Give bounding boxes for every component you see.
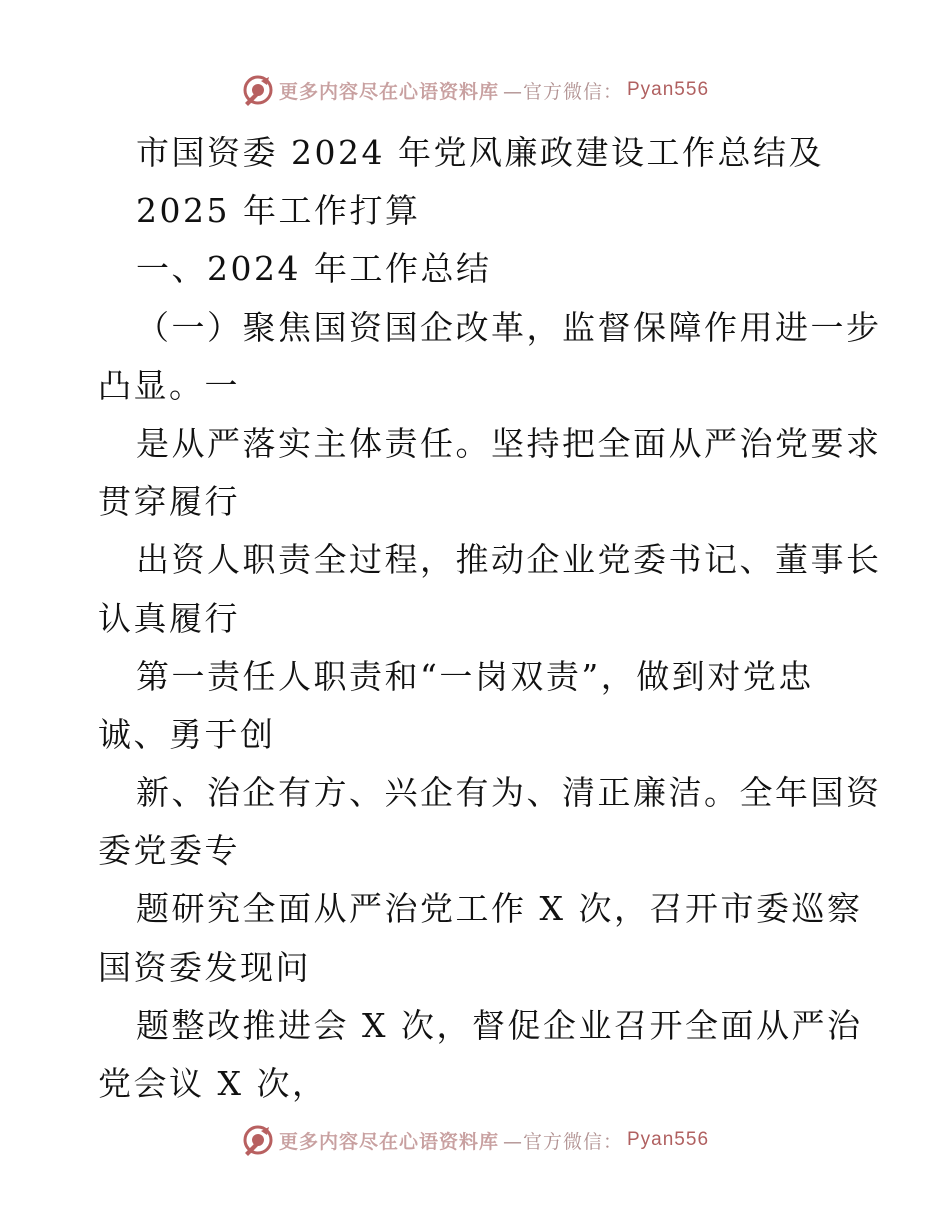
pen-logo-icon: [241, 1123, 275, 1157]
watermark-header: [0, 70, 950, 110]
paragraph-line: 认真履行: [98, 598, 240, 638]
doc-title-line-1: 市国资委 2024 年党风廉政建设工作总结及: [136, 133, 824, 172]
paragraph-line: 第一责任人职责和“一岗双责”，做到对党忠: [136, 656, 814, 696]
document-body: [98, 124, 882, 1113]
paragraph-line: 凸显。一: [98, 365, 240, 405]
watermark-sub-text: —官方微信：: [502, 1130, 623, 1153]
watermark-id-text: Pyan556: [627, 79, 710, 100]
doc-title-line-2: 2025 年工作打算: [136, 191, 421, 231]
paragraph-line: 贯穿履行: [98, 482, 240, 522]
section-heading: 一、2024 年工作总结: [136, 249, 492, 289]
paragraph-line: 出资人职责全过程，推动企业党委书记、董事长: [136, 540, 882, 580]
paragraph-line: 委党委专: [98, 831, 240, 871]
watermark-footer: [0, 1120, 950, 1160]
paragraph-line: 题研究全面从严治党工作 X 次，召开市委巡察: [136, 889, 863, 929]
watermark-main-text: 更多内容尽在心语资料库: [278, 80, 499, 103]
paragraph-line: 题整改推进会 X 次，督促企业召开全面从严治: [136, 1005, 863, 1045]
watermark-id-text: Pyan556: [627, 1129, 710, 1150]
paragraph-line: 党会议 X 次，: [98, 1064, 328, 1103]
paragraph-line: 国资委发现问: [98, 947, 311, 987]
watermark-sub-text: —官方微信：: [502, 80, 623, 103]
subsection-heading: （一）聚焦国资国企改革，监督保障作用进一步: [136, 307, 882, 347]
watermark-main-text: 更多内容尽在心语资料库: [278, 1130, 499, 1153]
paragraph-line: 是从严落实主体责任。坚持把全面从严治党要求: [136, 423, 882, 463]
pen-logo-icon: [241, 73, 275, 107]
paragraph-line: 诚、勇于创: [98, 714, 276, 754]
paragraph-line: 新、治企有方、兴企有为、清正廉洁。全年国资: [136, 773, 882, 813]
